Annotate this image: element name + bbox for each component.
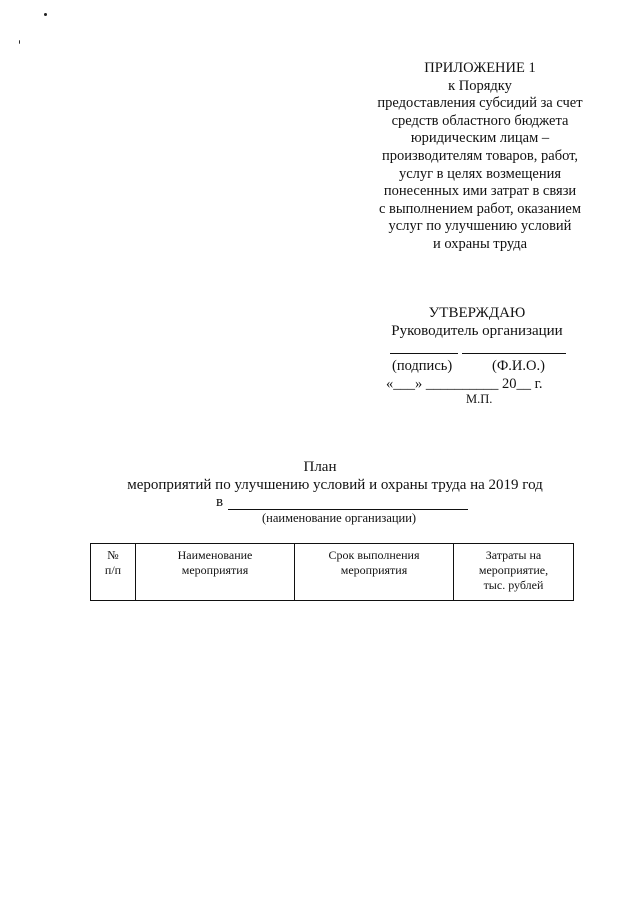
column-header-deadline [295,544,454,601]
column-header-number [91,544,136,601]
column-header-label: Наименование мероприятия [177,548,253,577]
table-header-row [91,544,574,601]
org-caption: (наименование организации) [262,511,417,525]
column-header-name [136,544,295,601]
signature-label: (подпись) [392,358,453,374]
stamp-label: М.П. [466,392,493,406]
appendix-line: услуг по улучшению условий [388,218,572,235]
column-header-label: Срок выполнения мероприятия [328,548,420,577]
org-prefix: в [216,494,224,510]
appendix-line: к Порядку [448,77,512,94]
approval-date-line: «___» __________ 20__ г. [386,376,543,392]
appendix-line: производителям товаров, работ, [381,147,579,164]
appendix-line: с выполнением работ, оказанием [378,200,582,217]
signature-line [390,353,458,354]
appendix-line: услуг в целях возмещения [398,165,562,182]
name-line [462,353,566,354]
approval-role: Руководитель организации [391,323,563,339]
approval-block [372,304,582,340]
appendix-line: предоставления субсидий за счет [377,95,583,112]
column-header-label: № п/п [104,548,122,577]
appendix-line: ПРИЛОЖЕНИЕ 1 [424,60,536,76]
org-name-line [228,509,468,510]
appendix-line: и охраны труда [432,235,528,252]
plan-table [90,543,574,601]
column-header-cost [454,544,574,601]
column-header-label: Затраты на мероприятие, тыс. рублей [478,548,549,592]
name-label: (Ф.И.О.) [492,358,545,374]
appendix-line: юридическим лицам – [410,130,550,147]
appendix-header [360,60,600,254]
plan-title: План [303,459,337,475]
plan-subtitle: мероприятий по улучшению условий и охраны труда на 2019 год [127,477,543,493]
approval-title: УТВЕРЖДАЮ [428,305,526,321]
scan-speck [19,40,20,44]
appendix-line: понесенных ими затрат в связи [383,183,577,200]
appendix-line: средств областного бюджета [391,112,569,129]
scan-speck [44,13,47,16]
